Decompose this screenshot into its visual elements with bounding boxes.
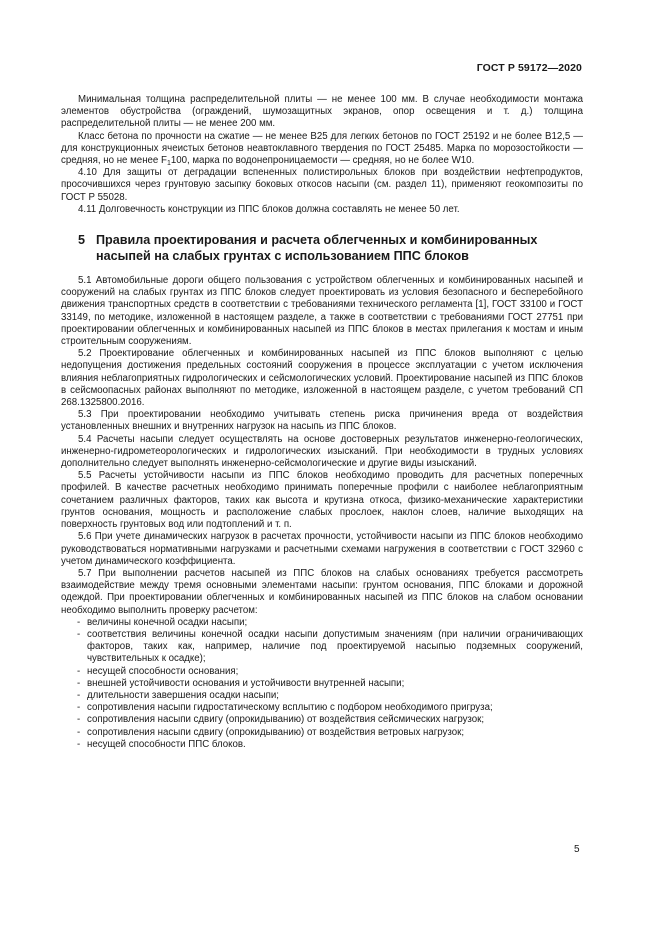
page-content xyxy=(61,94,583,751)
check-list xyxy=(61,617,583,751)
list-item-text: несущей способности основания; xyxy=(87,665,239,677)
list-item xyxy=(61,666,583,678)
list-dash: - xyxy=(77,714,81,726)
concrete-class-text: Класс бетона по прочности на сжатие — не менее В25 для легких бетонов по ГОСТ 25192 и не более В12,5 — для конструкционных ячеистых бетонов неавтоклавного твердения по ГОСТ 25485. Марка по морозостойкости — средняя, но не менее F xyxy=(61,130,583,167)
list-dash: - xyxy=(77,702,81,714)
paragraph-5-4: 5.4 Расчеты насыпи следует осуществлять на основе достоверных результатов инженерно-геологических, инженерно-гидрометеорологических и гидрологических изысканий. При необходимости в трудных условиях дополнительно следует выполнять инженерно-сейсмологические и другие виды изысканий. xyxy=(61,433,583,470)
list-item xyxy=(61,678,583,690)
frost-index-subscript: 1 xyxy=(166,160,171,168)
paragraph-5-2: 5.2 Проектирование облегченных и комбинированных насыпей из ППС блоков выполняют с целью недопущения достижения предельных состояний сооружения в процессе эксплуатации с учетом исключения влияния неблагоприятных гидрологических и сейсмологических условий. Проектирование насыпей из ППС блоков в сейсмоопасных районах выполняют по методике, изложенной в настоящем разделе, с учетом требований СП 268.1325800.2016. xyxy=(61,348,583,409)
list-item xyxy=(61,702,583,714)
document-id: ГОСТ Р 59172—2020 xyxy=(476,62,582,74)
list-item-text: величины конечной осадки насыпи; xyxy=(87,616,248,628)
paragraph-5-3: 5.3 При проектировании необходимо учитывать степень риска причинения вреда от воздействия установленных внешних и внутренних нагрузок на насыпь из ППС блоков. xyxy=(61,409,583,433)
list-item-text: сопротивления насыпи сдвигу (опрокидыванию) от воздействия ветровых нагрузок; xyxy=(87,726,465,738)
paragraph-concrete-class xyxy=(61,131,583,168)
list-dash: - xyxy=(77,738,81,750)
list-item xyxy=(61,629,583,666)
list-dash: - xyxy=(77,726,81,738)
list-item-text: несущей способности ППС блоков. xyxy=(87,738,246,750)
paragraph-5-7: 5.7 При выполнении расчетов насыпей из ППС блоков на слабых основаниях требуется рассмотреть взаимодействие между тремя основными элементами насыпи: грунтом основания, ППС блоками и дорожной одеждой. При проектировании облегченных и комбинированных насыпей из ППС блоков на слабом основании необходимо выполнить проверку расчетом: xyxy=(61,567,583,616)
list-item xyxy=(61,727,583,739)
list-item xyxy=(61,617,583,629)
list-item xyxy=(61,690,583,702)
list-dash: - xyxy=(77,677,81,689)
list-item-text: соответствия величины конечной осадки насыпи допустимым значениям (при наличии ограничивающих факторов, таких как, например, наличие под проектируемой насыпью подземных сооружений, чувствительных к осадке); xyxy=(87,628,583,665)
list-item xyxy=(61,714,583,726)
paragraph-plate-thickness: Минимальная толщина распределительной плиты — не менее 100 мм. В случае необходимости монтажа элементов обустройства (ограждений, шумозащитных экранов, опор освещения и т. д.) толщина распределительной плиты — не менее 200 мм. xyxy=(61,94,583,130)
section-title-line1: Правила проектирования и расчета облегченных и комбинированных xyxy=(96,233,538,248)
paragraph-5-6: 5.6 При учете динамических нагрузок в расчетах прочности, устойчивости насыпи из ППС блоков необходимо руководствоваться нормативными нагрузками и расчетными схемами нагружения в соответствии с ГОСТ 32960 с учетом динамического коэффициента. xyxy=(61,531,583,567)
paragraph-4-11: 4.11 Долговечность конструкции из ППС блоков должна составлять не менее 50 лет. xyxy=(78,203,460,215)
paragraph-5-1: 5.1 Автомобильные дороги общего пользования с устройством облегченных и комбинированных насыпей и сооружений на слабых грунтах из ППС блоков следует проектировать из условия безопасного и бесперебойного движения транспортных средств в соответствии с требованиями технического регламента [1], ГОСТ 33100 и ГОСТ 33149, по методике, изложенной в настоящем разделе, а также в соответствии с требованиями ГОСТ 27751 при проектировании облегченных и комбинированных насыпей из ППС блоков в местах прилегания к мостам и иным строительным сооружениям. xyxy=(61,275,583,348)
list-item xyxy=(61,739,583,751)
list-item-text: сопротивления насыпи гидростатическому всплытию с подбором необходимого пригруза; xyxy=(87,702,493,714)
list-item-text: сопротивления насыпи сдвигу (опрокидыванию) от воздействия сейсмических нагрузок; xyxy=(87,714,485,726)
section-heading xyxy=(61,232,583,264)
list-dash: - xyxy=(77,665,81,677)
list-dash: - xyxy=(77,689,81,701)
list-dash: - xyxy=(77,628,81,640)
concrete-class-text-cont: 100, марка по водонепроницаемости — средняя, но не более W10. xyxy=(170,155,475,167)
section-number: 5 xyxy=(78,233,86,248)
section-title-line2: насыпей на слабых грунтах с использованием ППС блоков xyxy=(96,249,469,264)
list-dash: - xyxy=(77,616,81,628)
list-item-text: внешней устойчивости основания и устойчивости внутренней насыпи; xyxy=(87,677,405,689)
list-item-text: длительности завершения осадки насыпи; xyxy=(87,689,279,701)
page-number: 5 xyxy=(574,844,580,855)
paragraph-4-10: 4.10 Для защиты от деградации вспененных полистирольных блоков при воздействии нефтепродуктов, просочившихся через грунтовую засыпку боковых откосов насыпи (см. раздел 11), применяют геокомпозиты по ГОСТ Р 55028. xyxy=(61,167,583,203)
paragraph-5-5: 5.5 Расчеты устойчивости насыпи из ППС блоков необходимо проводить для расчетных поперечных профилей. В качестве расчетных необходимо принимать поперечные профили с наиболее неблагоприятным сочетанием различных факторов, таких как высота и крутизна откоса, физико-механические характеристики грунтов основания, мощность и расположение слабых прослоек, наклон слоев, наличие выходящих на поверхность грунтовых вод или подтоплений и т. п. xyxy=(61,470,583,531)
